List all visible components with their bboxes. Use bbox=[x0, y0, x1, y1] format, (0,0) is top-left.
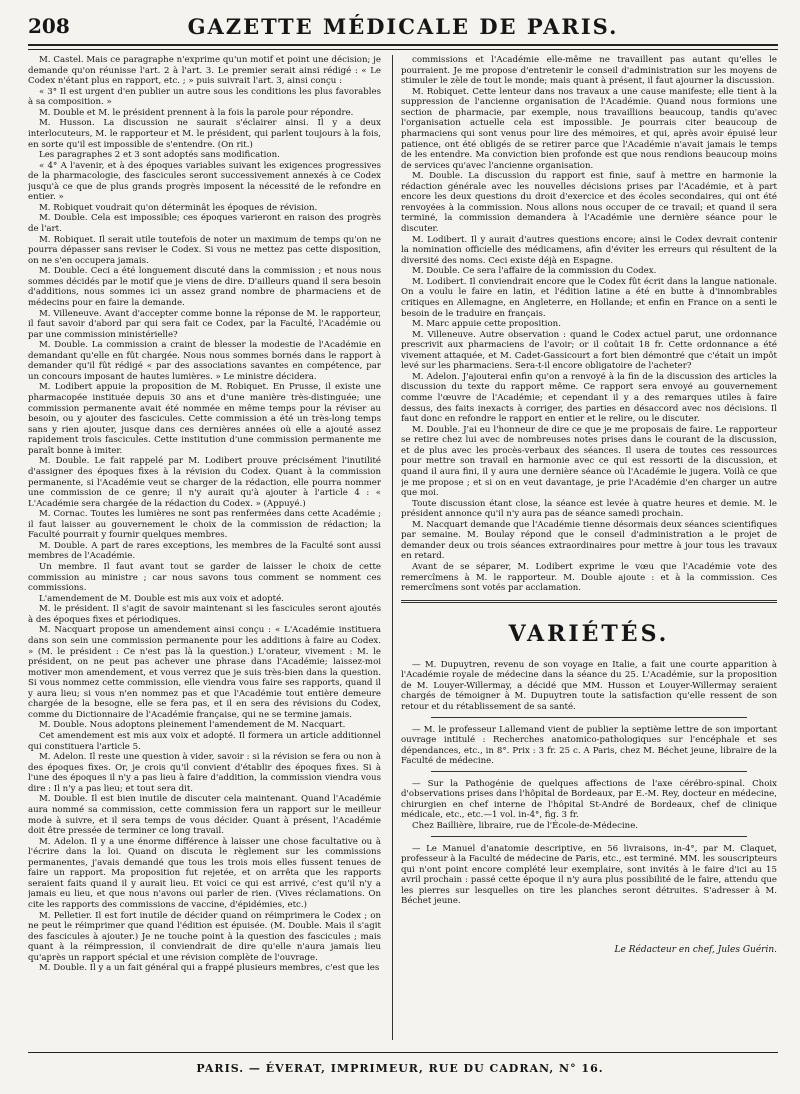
paragraph: M. Villeneuve. Autre observation : quand le Codex actuel parut, une ordonnance prescrivit aux pharmaciens de l'avoir; or il coûtait 18 fr. Cette ordonnance a été vivement attaquée, et M. Cadet-Gassicourt a fort bien démontré que c'était un impôt levé sur les pharmaciens. Sera-t-il encore obligatoire de l'acheter? bbox=[401, 329, 777, 372]
paragraph: M. Adelon. Il y a une énorme différence à laisser une chose facultative ou à l'écrire dans la loi. Quand on discuta le règlement sur les commissions permanentes, j'avais demandé que tous les trois mois elles fussent tenues de faire un rapport. Ma proposition fut rejetée, et on arrêta que les rapports seraient faits quand il y aurait lieu. Et voici ce qui est arrivé, c'est qu'il n'y a jamais eu lieu, et que nous n'avons oui parler de rien. (Vives réclamations. On cite les rapports des commissions de vaccine, d'épidémies, etc.) bbox=[28, 836, 381, 910]
paragraph: Un membre. Il faut avant tout se garder de laisser le choix de cette commission au ministre ; car nous savons tous comment se nomment ces commissions. bbox=[28, 562, 381, 594]
paragraph: M. Adelon. J'ajouterai enfin qu'on a renvoyé à la fin de la discussion des articles la discussion du texte du rapport même. Ce rapport sera envoyé au gouvernement comme l'œuvre de l'Académie; et cependant il y a des remarques utiles à faire dessus, des faits inexacts à corriger, des parties en désaccord avec nos décisions. Il faut donc en refondre le rapport en entier et le relire, ou le discuter. bbox=[401, 371, 777, 425]
paragraph: M. Double. Il y a un fait général qui a frappé plusieurs membres, c'est que les bbox=[39, 963, 380, 974]
paragraph: Avant de se séparer, M. Lodibert exprime le vœu que l'Académie vote des remercîmens à M. le rapporteur. M. Double ajoute : et à la commission. Ces remercîmens sont votés par acclamation. bbox=[401, 562, 777, 594]
news-item: — M. le professeur Lallemand vient de publier la septième lettre de son important ouvrage intitulé : Recherches anatomico-pathologiques sur l'encéphale et ses dépendances, etc., in 8°. Prix : 3 fr. 25 c. A Paris, chez M. Béchet jeune, libraire de la Faculté de médecine. bbox=[401, 724, 777, 767]
paragraph: M. Adelon. Il reste une question à vider, savoir : si la révision se fera ou non à des époques fixes. Or, je crois qu'il convient d'établir des époques fixes. Si à l'une des époques il n'y a pas lieu à faire d'addition, la commission viendra vous dire : Il n'y a pas lieu; et tout sera dit. bbox=[28, 752, 381, 794]
paragraph: Cet amendement est mis aux voix et adopté. Il formera un article additionnel qui constituera l'article 5. bbox=[28, 731, 381, 752]
paragraph: M. Pelletier. Il est fort inutile de décider quand on réimprimera le Codex ; on ne peut le réimprimer que quand l'édition est épuisée. (M. Double. Mais il s'agit des fascicules à ajouter.) Je ne touche point à la question des fascicules ; mais quant à la réimpression, il conviendrait de dire qu'elle n'aura jamais lieu qu'après un rapport spécial et une révision complète de l'ouvrage. bbox=[28, 910, 381, 963]
paragraph: M. Double. Ce sera l'affaire de la commission du Codex. bbox=[412, 266, 657, 277]
paragraph: M. Double. La commission a craint de blesser la modestie de l'Académie en demandant qu'elle en fût chargée. Nous nous sommes bornés dans le rapport à demander qu'il fût rédigé « par des associations savantes en compétence, par un concours imposant de hautes lumières. » Le ministre décidera. bbox=[28, 340, 381, 382]
paragraph: M. Double. Le fait rappelé par M. Lodibert prouve précisément l'inutilité d'assigner des époques fixes à la révision du Codex. Quant à la commission permanente, si l'Académie veut se charger de la rédaction, elle pourra nommer une commission de ce genre; il n'y aurait qu'à ajouter à l'article 4 : « L'Académie sera chargée de la rédaction du Codex. » (Appuyé.) bbox=[28, 456, 381, 509]
paragraph: M. Double. Il est bien inutile de discuter cela maintenant. Quand l'Académie aura nommé sa commission, cette commission fera un rapport sur le meilleur mode à suivre, et il sera temps de vous décider. Quant à présent, l'Académie doit être pressée de terminer ce long travail. bbox=[28, 794, 381, 837]
paragraph: M. Robiquet. Cette lenteur dans nos travaux a une cause manifeste; elle tient à la suppression de l'ancienne organisation de l'Académie. Quand nous formions une section de pharmacie, par exemple, nous travaillions beaucoup, tandis qu'avec l'organisation actuelle cela est impossible. Je pourrais citer beaucoup de pharmaciens qui sont venus pour lire des mémoires, et qui, après avoir épuisé leur patience, ont été obligés de se retirer parce que l'Académie n'avait jamais le temps de les entendre. Ma conviction bien profonde est que nous rendions beaucoup moins de services qu'avec l'ancienne organisation. bbox=[401, 86, 777, 171]
paragraph: M. Husson. La discussion ne saurait s'éclairer ainsi. Il y a deux interlocuteurs, M. le rapporteur et M. le président, qui parlent toujours à la fois, en sorte qu'il est impossible de s'entendre. (On rit.) bbox=[28, 118, 381, 150]
item-separator bbox=[431, 771, 747, 772]
column-divider bbox=[392, 55, 393, 1040]
varietes-heading: VARIÉTÉS. bbox=[508, 620, 670, 647]
paragraph: M. Castel. Mais ce paragraphe n'exprime qu'un motif et point une décision; je demande qu'on réunisse l'art. 2 à l'art. 3. Le premier serait ainsi rédigé : « Le Codex n'étant plus en rapport, etc. ; » puis suivrait l'art. 3, ainsi conçu : bbox=[28, 55, 381, 87]
paragraph: commissions et l'Académie elle-même ne travaillent pas autant qu'elles le pourraient. Je me propose d'entretenir le conseil d'administration sur les moyens de stimuler le zèle de tout le monde; mais quant à présent, il faut ajourner la discussion. bbox=[401, 55, 777, 87]
journal-title: GAZETTE MÉDICALE DE PARIS. bbox=[187, 14, 619, 39]
paragraph: M. Lodibert. Il y aurait d'autres questions encore; ainsi le Codex devrait contenir la nomination officielle des médicamens, afin d'éviter les erreurs qui résultent de la diversité des noms. Ceci existe déjà en Espagne. bbox=[401, 234, 777, 266]
paragraph: Les paragraphes 2 et 3 sont adoptés sans modification. bbox=[39, 150, 280, 161]
page-number: 208 bbox=[28, 14, 70, 38]
news-item: — Sur la Pathogénie de quelques affections de l'axe cérébro-spinal. Choix d'observations prises dans l'hôpital de Bordeaux, par E.-M. Rey, docteur en médecine, chirurgien en chef interne de l'hôpital St-André de Bordeaux, chef de clinique médicale, etc., etc.—1 vol. in-4°, fig. 3 fr. bbox=[401, 778, 777, 821]
footer-rule bbox=[28, 1052, 778, 1053]
paragraph: M. Nacquart demande que l'Académie tienne désormais deux séances scientifiques par semaine. M. Boulay répond que le conseil d'administration a le projet de demander deux ou trois séances extraordinaires pour mettre à jour tous les travaux en retard. bbox=[401, 519, 777, 562]
paragraph: M. Lodibert. Il conviendrait encore que le Codex fût écrit dans la langue nationale. On a voulu le faire en latin, et l'édition latine a été en butte à d'innombrables critiques en Allemagne, en Angleterre, en Hollande; et enfin en France on a senti le besoin de le traduire en français. bbox=[401, 276, 777, 319]
paragraph: Toute discussion étant close, la séance est levée à quatre heures et demie. M. le président annonce qu'il n'y aura pas de séance samedi prochain. bbox=[401, 498, 777, 520]
header-rule-thin bbox=[28, 49, 778, 50]
paragraph: M. Robiquet. Il serait utile toutefois de noter un maximum de temps qu'on ne pourra dépasser sans reviser le Codex. Si vous ne mettez pas cette disposition, on ne s'en occupera jamais. bbox=[28, 234, 381, 266]
printer-footer: PARIS. — ÉVERAT, IMPRIMEUR, RUE DU CADRAN, N° 16. bbox=[196, 1062, 604, 1075]
paragraph: M. le président. Il s'agit de savoir maintenant si les fascicules seront ajoutés à des époques fixes et périodiques. bbox=[28, 604, 381, 625]
paragraph: M. Double. La discussion du rapport est finie, sauf à mettre en harmonie la rédaction générale avec les nouvelles décisions prises par l'Académie, et à part encore les deux questions du droit d'exercice et des écoles secondaires, qui ont été renvoyées à la commission. Nous allons nous occuper de ce travail; et quand il sera terminé, la commission demandera à l'Académie une dernière séance pour le discuter. bbox=[401, 171, 777, 234]
paragraph: M. Double. Nous adoptons pleinement l'amendement de M. Nacquart. bbox=[39, 720, 346, 731]
left-column bbox=[28, 55, 381, 1040]
paragraph: M. Nacquart propose un amendement ainsi conçu : « L'Académie instituera dans son sein une commission permanente pour les additions à faire au Codex. » (M. le président : Ce n'est pas là la question.) L'orateur, vivement : M. le président, on ne peut pas achever une phrase dans l'Académie; laissez-moi motiver mon amendement, et vous verrez que je suis très-bien dans la question. Si vous nommez cette commission, elle viendra vous faire ses rapports, quand il y aura lieu; si vous n'en nommez pas et que l'Académie tout entière demeure chargée de la besogne, elle se fera pas, et il en sera des révisions du Codex, comme du Dictionnaire de l'Académie française, qui ne se termine jamais. bbox=[28, 625, 381, 720]
paragraph: M. Double. Cela est impossible; ces époques varieront en raison des progrès de l'art. bbox=[28, 213, 381, 234]
paragraph: M. Villeneuve. Avant d'accepter comme bonne la réponse de M. le rapporteur, il faut savoir d'abord par qui sera fait ce Codex, par la Faculté, l'Académie ou par une commission ministérielle? bbox=[28, 308, 381, 340]
news-item: — M. Dupuytren, revenu de son voyage en Italie, a fait une courte apparition à l'Académie royale de médecine dans la séance du 25. L'Académie, sur la proposition de M. Louyer-Willermay, a décidé que MM. Husson et Louyer-Willermay seraient chargés de témoigner à M. Dupuytren toute la satisfaction qu'elle ressent de son retour et du rétablissement de sa santé. bbox=[401, 659, 777, 712]
paragraph: M. Robiquet voudrait qu'on déterminât les époques de révision. bbox=[39, 202, 318, 213]
news-item: Chez Baillière, libraire, rue de l'École-de-Médecine. bbox=[412, 821, 639, 832]
page-header bbox=[28, 14, 778, 40]
paragraph: M. Cornac. Toutes les lumières ne sont pas renfermées dans cette Académie ; il faut laisser au gouvernement le choix de la commission de rédaction; la Faculté pourrait y fournir quelques membres. bbox=[28, 509, 381, 541]
item-separator bbox=[431, 836, 747, 837]
paragraph: L'amendement de M. Double est mis aux voix et adopté. bbox=[39, 593, 284, 604]
paragraph: M. Double. A part de rares exceptions, les membres de la Faculté sont aussi membres de l'Académie. bbox=[28, 540, 381, 562]
paragraph: « 3° Il est urgent d'en publier un autre sous les conditions les plus favorables à sa composition. » bbox=[28, 86, 381, 108]
right-column bbox=[401, 55, 777, 1040]
section-rule bbox=[401, 600, 777, 603]
paragraph: M. Double et M. le président prennent à la fois la parole pour répondre. bbox=[39, 107, 354, 118]
paragraph: M. Lodibert appuie la proposition de M. Robiquet. En Prusse, il existe une pharmacopée instituée depuis 30 ans et d'une manière très-distinguée; une commission permanente avait été nommée en même temps pour la réviser au besoin, ou y ajouter des fascicules. Cette commission a été un très-long temps sans y rien ajouter, jusque dans ces dernières années où elle a ajouté assez rapidement trois fascicules. Cette institution d'une commission permanente me paraît bonne à imiter. bbox=[28, 382, 381, 456]
paragraph: « 4° A l'avenir, et à des époques variables suivant les exigences progressives de la pharmacologie, des fascicules seront successivement annexés à ce Codex jusqu'à ce que de plus grands progrès imposent la nécessité de le refondre en entier. » bbox=[28, 160, 381, 203]
header-rule bbox=[28, 44, 778, 46]
paragraph: M. Double. J'ai eu l'honneur de dire ce que je me proposais de faire. Le rapporteur se retire chez lui avec de nombreuses notes prises dans le courant de la discussion, et de plus avec les procès-verbaux des séances. Il usera de toutes ces ressources pour mettre son travail en harmonie avec ce qui est ressorti de la discussion, et quand il aura fini, il y aura une dernière séance où l'Académie le jugera. Voilà ce que je me propose ; et si on en veut davantage, je prie l'Académie d'en charger un autre que moi. bbox=[401, 424, 777, 499]
news-item: — Le Manuel d'anatomie descriptive, en 56 livraisons, in-4°, par M. Claquet, professeur à la Faculté de médecine de Paris, etc., est terminé. MM. les souscripteurs qui n'ont point encore complété leur exemplaire, sont invités à le faire d'ici au 15 avril prochain : passé cette époque il n'y aura plus possibilité de le faire, attendu que les pierres sur lesquelles on tire les planches seront détruites. S'adresser à M. Béchet jeune. bbox=[401, 843, 777, 907]
paragraph: M. Double. Ceci a été longuement discuté dans la commission ; et nous nous sommes décidés par le motif que je viens de dire. D'ailleurs quand il sera besoin d'additions, nous sommes ici un assez grand nombre de pharmaciens et de médecins pour en faire la demande. bbox=[28, 266, 381, 308]
paragraph: M. Marc appuie cette proposition. bbox=[412, 319, 561, 330]
editor-signature: Le Rédacteur en chef, Jules Guérin. bbox=[614, 944, 777, 955]
item-separator bbox=[431, 717, 747, 718]
